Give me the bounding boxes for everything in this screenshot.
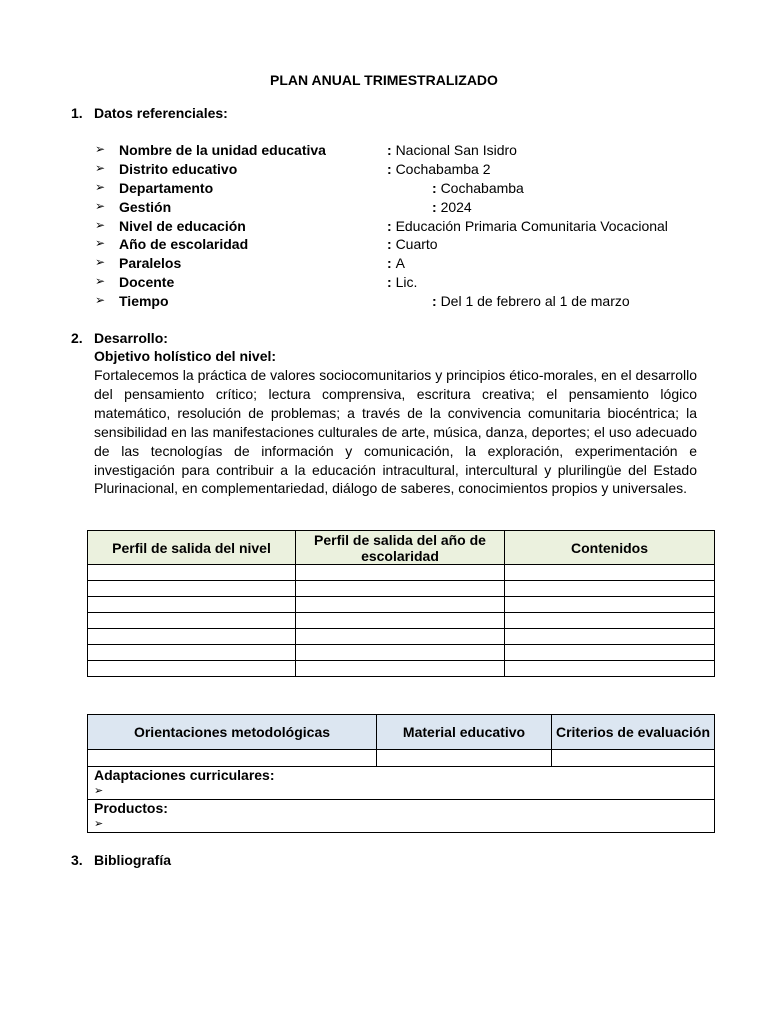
adaptaciones-cell[interactable]	[88, 767, 715, 800]
colon-separator: :	[387, 161, 396, 177]
orientaciones-table	[87, 714, 715, 833]
table-cell[interactable]	[296, 597, 505, 613]
field-value-wrap	[387, 255, 405, 271]
colon-separator: :	[432, 293, 441, 309]
table-cell[interactable]	[88, 565, 296, 581]
field-label: Nivel de educación	[119, 218, 246, 234]
perfil-anio-header: Perfil de salida del año de escolaridad	[296, 531, 505, 565]
bullet-arrow-icon: ➢	[95, 236, 106, 250]
perfil-table	[87, 530, 715, 677]
table-cell[interactable]	[505, 565, 715, 581]
table-row	[88, 581, 715, 597]
field-value: Lic.	[395, 274, 418, 290]
table-cell[interactable]	[377, 750, 552, 767]
bullet-arrow-icon: ➢	[95, 180, 106, 194]
table-row	[88, 565, 715, 581]
table-cell[interactable]	[88, 645, 296, 661]
material-header: Material educativo	[377, 715, 552, 750]
colon-separator: :	[387, 255, 396, 271]
table-cell[interactable]	[505, 581, 715, 597]
table-cell[interactable]	[88, 629, 296, 645]
document-title: PLAN ANUAL TRIMESTRALIZADO	[270, 72, 498, 88]
list-item	[95, 236, 715, 255]
table-cell[interactable]	[296, 629, 505, 645]
adaptaciones-row	[88, 767, 715, 800]
productos-cell[interactable]	[88, 800, 715, 833]
list-item	[95, 293, 715, 312]
table-row	[88, 613, 715, 629]
field-label: Paralelos	[119, 255, 182, 271]
list-item	[95, 199, 715, 218]
table-cell[interactable]	[505, 645, 715, 661]
colon-separator: :	[387, 236, 396, 252]
field-value-wrap	[387, 274, 417, 290]
colon-separator: :	[432, 180, 441, 196]
field-value-wrap	[387, 218, 668, 234]
colon-separator: :	[387, 142, 396, 158]
section3-heading: Bibliografía	[94, 852, 172, 868]
perfil-nivel-header: Perfil de salida del nivel	[88, 531, 296, 565]
field-value-wrap	[387, 142, 517, 158]
productos-label: Productos:	[94, 800, 168, 816]
list-item	[95, 142, 715, 161]
colon-separator: :	[432, 199, 441, 215]
field-label: Distrito educativo	[119, 161, 238, 177]
field-value-wrap	[387, 236, 438, 252]
section2-heading: Desarrollo:	[94, 330, 168, 346]
list-item	[95, 180, 715, 199]
table-cell[interactable]	[296, 661, 505, 677]
table-cell[interactable]	[552, 750, 715, 767]
field-label: Departamento	[119, 180, 214, 196]
table-cell[interactable]	[88, 581, 296, 597]
field-value: Cochabamba	[440, 180, 524, 196]
table-row	[88, 597, 715, 613]
productos-row	[88, 800, 715, 833]
colon-separator: :	[387, 274, 396, 290]
table-cell[interactable]	[88, 661, 296, 677]
list-item	[95, 161, 715, 180]
bullet-arrow-icon: ➢	[95, 293, 106, 307]
field-value-wrap	[432, 180, 524, 196]
bullet-arrow-icon: ➢	[95, 142, 106, 156]
field-label: Nombre de la unidad educativa	[119, 142, 326, 158]
table-row	[88, 750, 715, 767]
table-row	[88, 629, 715, 645]
table-cell[interactable]	[505, 613, 715, 629]
adaptaciones-label: Adaptaciones curriculares:	[94, 767, 275, 783]
field-label: Año de escolaridad	[119, 236, 249, 252]
field-label: Gestión	[119, 199, 172, 215]
field-value: A	[395, 255, 405, 271]
orientaciones-header: Orientaciones metodológicas	[88, 715, 377, 750]
field-value-wrap	[432, 199, 472, 215]
table-cell[interactable]	[296, 565, 505, 581]
field-value: Cochabamba 2	[395, 161, 491, 177]
field-value: Nacional San Isidro	[395, 142, 517, 158]
bullet-arrow-icon: ➢	[94, 785, 104, 797]
bullet-arrow-icon: ➢	[95, 274, 106, 288]
objective-heading: Objetivo holístico del nivel:	[94, 348, 277, 364]
field-value-wrap	[387, 161, 491, 177]
bullet-arrow-icon: ➢	[95, 161, 106, 175]
bullet-arrow-icon: ➢	[95, 255, 106, 269]
field-value: Educación Primaria Comunitaria Vocacional	[395, 218, 668, 234]
field-value: Del 1 de febrero al 1 de marzo	[440, 293, 630, 309]
table-cell[interactable]	[88, 750, 377, 767]
bullet-arrow-icon: ➢	[95, 218, 106, 232]
list-item	[95, 218, 715, 237]
table-cell[interactable]	[88, 597, 296, 613]
bullet-arrow-icon: ➢	[94, 818, 104, 830]
table-cell[interactable]	[296, 613, 505, 629]
section3-number: 3.	[71, 852, 83, 868]
table-cell[interactable]	[88, 613, 296, 629]
table-cell[interactable]	[505, 597, 715, 613]
table-cell[interactable]	[505, 661, 715, 677]
table-row	[88, 661, 715, 677]
criterios-header: Criterios de evaluación	[552, 715, 715, 750]
table-cell[interactable]	[296, 581, 505, 597]
objective-text: Fortalecemos la práctica de valores sociocomunitarios y principios ético-morales, en el desarrollo del pensamiento crítico; lectura comprensiva, escritura creativa; el pensamiento lógico matemático, resolución de problemas; a través de la convivencia comunitaria biocéntrica; la sensibilidad en las manifestaciones culturales de arte, música, danza, deportes; el uso adecuado de las tecnologías de información y comunicación, la exploración, experimentación e investigación para contribuir a la educación intracultural, intercultural y plurilingüe del Estado Plurinacional, en complementariedad, diálogo de saberes, conocimientos propios y universales.	[94, 367, 697, 497]
list-item	[95, 255, 715, 274]
table-cell[interactable]	[505, 629, 715, 645]
contenidos-header: Contenidos	[505, 531, 715, 565]
table-cell[interactable]	[296, 645, 505, 661]
colon-separator: :	[387, 218, 396, 234]
field-label: Docente	[119, 274, 175, 290]
field-value: 2024	[440, 199, 472, 215]
list-item	[95, 274, 715, 293]
section2-number: 2.	[71, 330, 83, 346]
section1-number: 1.	[71, 105, 83, 121]
field-label: Tiempo	[119, 293, 169, 309]
bullet-arrow-icon: ➢	[95, 199, 106, 213]
table-row	[88, 645, 715, 661]
field-value: Cuarto	[395, 236, 438, 252]
field-value-wrap	[432, 293, 630, 309]
section1-heading: Datos referenciales:	[94, 105, 228, 121]
